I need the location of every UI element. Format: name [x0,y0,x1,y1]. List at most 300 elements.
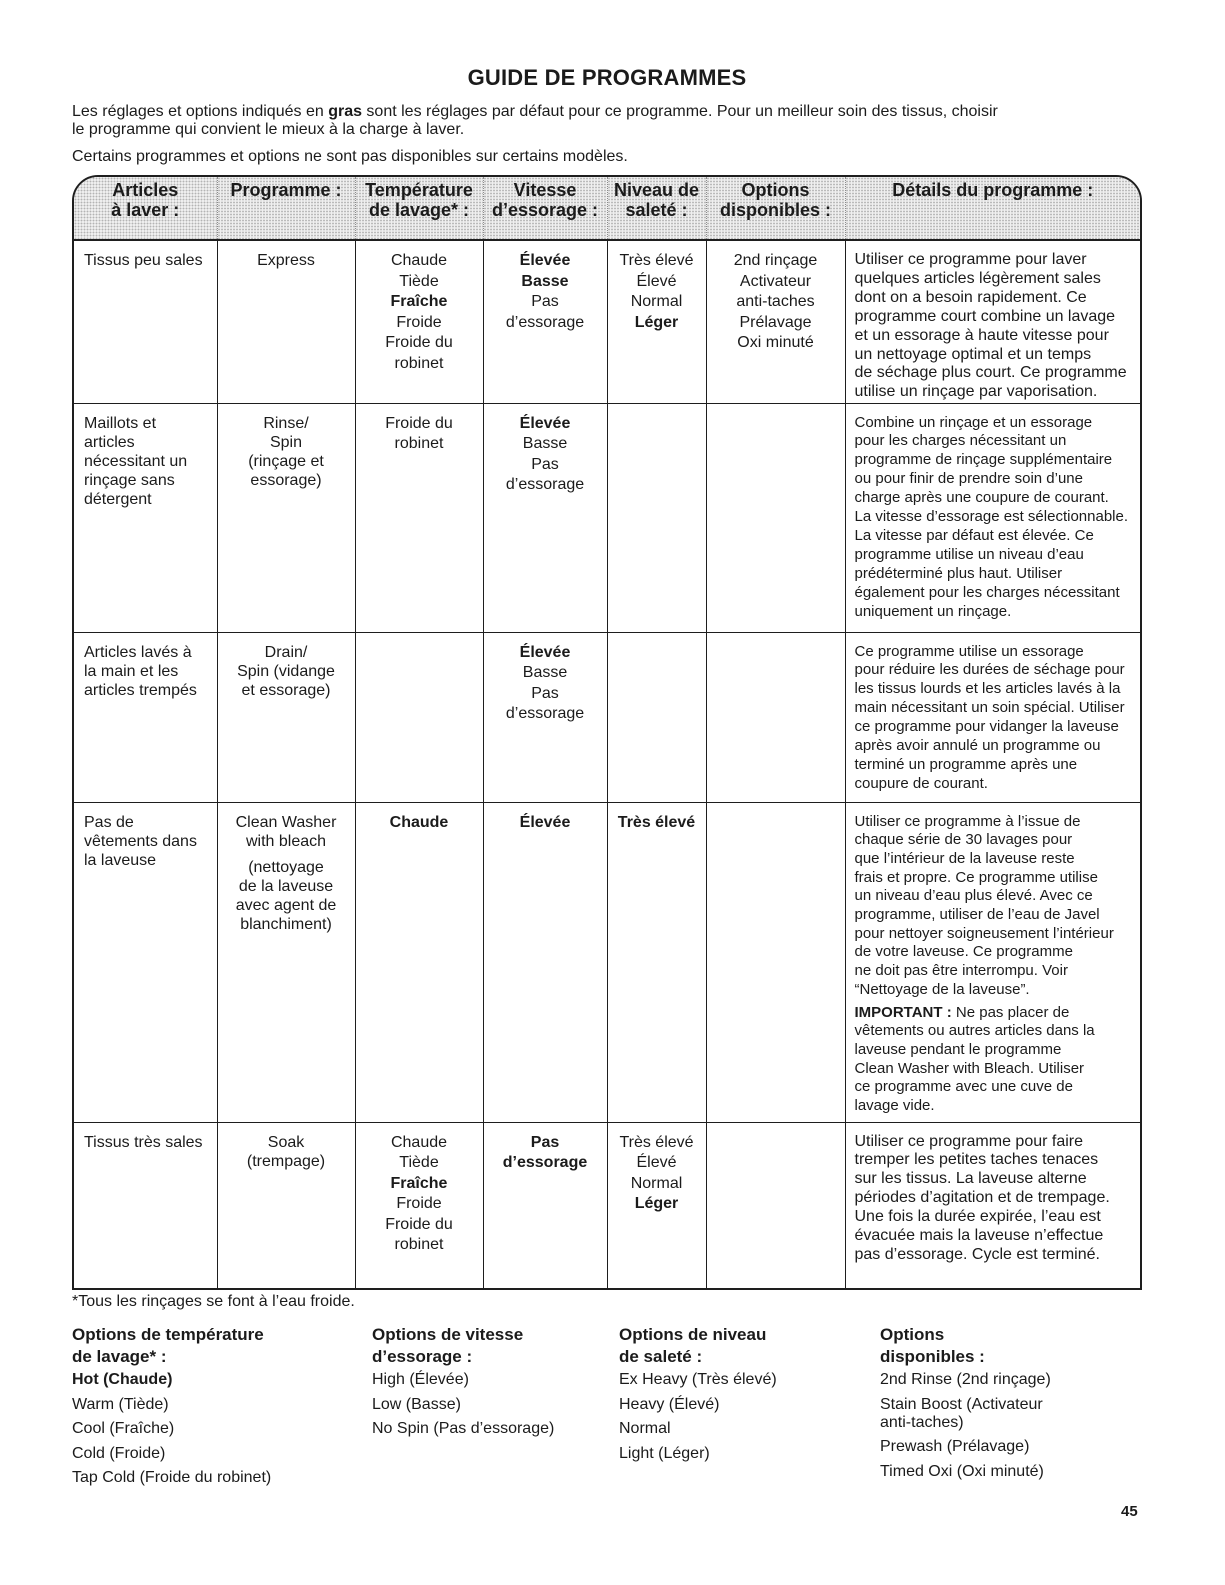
option-item [372,1396,554,1414]
details-line [855,680,1138,699]
text-segment: terminé un programme après une [854,755,1078,773]
text-segment: Heavy (Élevé) [619,1395,720,1413]
text-segment: Une fois la durée expirée, l’eau est [854,1208,1101,1226]
articles-line [84,433,213,452]
text-segment: pour les charges nécessitant un [854,432,1067,450]
articles-paragraph [84,643,213,700]
temperature-line [360,1153,479,1174]
text-segment: d’essorage [505,476,585,493]
option-item [72,1371,271,1389]
text-segment: également pour les charges nécessitant [854,583,1120,601]
niveau-line [612,813,702,834]
availability-note: Certains programmes et options ne sont pas disponibles sur certains modèles. [72,148,628,165]
vitesse-line [488,272,603,293]
header-line [220,180,353,200]
intro-text: Les réglages et options indiqués en [72,103,329,120]
vitesse-paragraph [488,643,603,725]
text-segment: essorage) [250,471,322,489]
option-list [619,1324,777,1469]
text-segment: Stain Boost (Activateur [880,1395,1043,1413]
text-segment: Température [365,180,473,200]
details-line [855,270,1138,289]
text-segment: utilise un rinçage par vaporisation. [854,383,1098,401]
option-item [72,1396,271,1414]
programme-line [222,1133,351,1152]
details-line [855,661,1138,680]
options-cell [706,1122,845,1288]
option-item [880,1396,1051,1432]
text-segment: anti-taches [736,293,815,310]
text-segment: 2nd rinçage [733,252,818,269]
text-segment: dont on a besoin rapidement. Ce [854,288,1087,306]
text-segment: Vitesse [513,180,577,200]
text-segment: Light (Léger) [619,1444,710,1462]
temperature-line [360,1194,479,1215]
programme-paragraph [222,643,351,700]
text-segment: d’essorage : [372,1347,473,1366]
intro-bold-word: gras [328,103,362,120]
articles-line [84,452,213,471]
details-line [855,981,1138,1000]
text-segment: Pas [531,455,559,473]
text-segment: Fraîche [390,293,448,310]
details-paragraph [855,1133,1138,1265]
vitesse-cell [483,802,607,1122]
text-segment: Élevée [519,252,571,269]
details-line [855,737,1138,756]
details-line [855,962,1138,981]
articles-line [84,662,213,681]
text-segment: Très élevé [619,252,694,269]
header-line [610,180,704,200]
vitesse-line [488,434,603,455]
text-segment: Froide du [385,1215,453,1233]
text-segment: Basse [522,664,568,681]
text-segment: Basse [522,435,568,452]
option-item-line [72,1420,271,1438]
option-items [880,1371,1051,1481]
temperature-line [360,813,479,834]
text-segment: Prewash (Prélavage) [880,1438,1030,1455]
text-segment: Low (Basse) [372,1395,461,1413]
option-items [72,1371,271,1487]
details-line [855,1060,1138,1079]
option-item [619,1420,777,1438]
page-number: 45 [1121,1503,1138,1520]
vitesse-line [488,251,603,272]
details-line [855,1246,1138,1265]
articles-line [84,414,213,433]
text-segment: programme utilise un niveau d’eau [854,545,1084,563]
text-segment: Tissus très sales [84,1133,203,1151]
programme-paragraph [222,414,351,490]
details-line [855,1004,1138,1023]
header-line [358,180,481,200]
option-item-line [619,1371,777,1389]
vitesse-paragraph [488,251,603,333]
text-segment: Programme : [230,180,342,200]
text-segment: prédéterminé plus haut. Utiliser [854,564,1063,582]
text-segment: Pas de [84,813,134,831]
vitesse-line [488,663,603,684]
text-segment: Cool (Fraîche) [72,1420,175,1437]
niveau-paragraph [612,813,702,834]
options-cell [706,632,845,802]
vitesse-cell [483,240,607,403]
details-line [855,289,1138,308]
articles-paragraph [84,1133,213,1152]
text-segment: Warm (Tiède) [72,1395,169,1413]
articles-line [84,471,213,490]
vitesse-line [488,1133,603,1154]
programme-line [222,813,351,832]
intro-text: sont les réglages par défaut pour ce programme. Pour un meilleur soin des tissus, choisir [361,103,998,120]
header-line [709,200,843,220]
text-segment: Tiède [399,272,439,290]
niveau-paragraph [612,1133,702,1215]
text-segment: articles [84,433,135,451]
programme-line [222,915,351,934]
text-segment: Spin [269,433,303,451]
text-segment: uniquement un rinçage. [854,602,1012,620]
options-line [711,333,841,354]
details-line [855,1078,1138,1097]
vitesse-line [488,684,603,705]
option-list-heading [372,1324,554,1368]
text-segment: disponibles : [880,1347,985,1366]
text-segment: Hot (Chaude) [72,1371,173,1388]
options-cell [706,802,845,1122]
text-segment: Léger [634,1195,679,1212]
niveau-cell [607,802,706,1122]
program-row [74,1122,1140,1288]
option-item-line [619,1420,777,1438]
details-line [855,1097,1138,1116]
text-segment: après avoir annulé un programme ou [854,737,1101,755]
text-segment: de séchage plus court. Ce programme [854,364,1127,382]
text-segment: un nettoyage optimal et un temps [854,345,1092,363]
option-item-line [880,1463,1051,1481]
text-segment: lavage vide. [854,1097,935,1115]
programme-paragraph [222,813,351,851]
header-line [76,180,215,200]
option-item [619,1396,777,1414]
text-segment: Soak [267,1133,305,1151]
vitesse-cell [483,632,607,802]
option-list-heading [619,1324,777,1368]
temperature-line [360,414,479,435]
header-vitesse [483,177,607,240]
header-line [358,200,481,220]
articles-cell [74,240,217,403]
details-line [855,451,1138,470]
text-segment: vêtements dans [84,832,197,850]
option-list [372,1324,554,1445]
option-item-line [372,1371,554,1389]
text-segment: coupure de courant. [854,774,988,792]
details-line [855,775,1138,794]
text-segment: de lavage* : [72,1347,167,1366]
text-segment: Élevée [519,813,571,831]
articles-paragraph [84,251,213,270]
text-segment: de saleté : [619,1347,703,1366]
vitesse-line [488,475,603,496]
text-segment: Froide [396,1195,442,1212]
vitesse-line [488,414,603,435]
text-segment: avec agent de [235,896,337,914]
options-cell [706,240,845,403]
option-item-line [372,1396,554,1414]
text-segment: blanchiment) [240,915,332,933]
text-segment: Très élevé [617,813,696,831]
text-segment: Options [741,180,810,200]
header-niveau [607,177,706,240]
programme-paragraph [222,858,351,934]
text-segment: Clean Washer with Bleach. Utiliser [854,1059,1085,1077]
text-segment: Froide du [385,414,453,432]
heading-line [619,1324,777,1346]
articles-paragraph [84,414,213,509]
vitesse-line [488,1153,603,1174]
text-segment: pas d’essorage. Cycle est terminé. [854,1245,1100,1263]
text-segment: Ne pas placer de [951,1003,1070,1021]
option-item [619,1371,777,1389]
heading-line [72,1346,271,1368]
text-segment: de votre laveuse. Ce programme [854,943,1073,961]
details-line [855,887,1138,906]
text-segment: sur les tissus. La laveuse alterne [854,1170,1087,1188]
programme-line [222,414,351,433]
header-line [709,180,843,200]
program-row [74,632,1140,802]
text-segment: La vitesse par défaut est élevée. Ce [854,526,1094,544]
text-segment: (trempage) [246,1152,326,1170]
text-segment: Élevé [636,272,677,290]
articles-line [84,1133,213,1152]
program-row [74,240,1140,403]
niveau-line [612,272,702,293]
options-line [711,272,841,293]
text-segment: et essorage) [241,681,331,699]
header-line [486,200,605,220]
text-segment: d’essorage : [491,200,599,220]
text-segment: Froide du [385,334,453,351]
details-line [855,831,1138,850]
text-segment: tremper les petites taches tenaces [854,1151,1099,1169]
details-line [855,699,1138,718]
articles-line [84,490,213,509]
details-cell [845,1122,1140,1288]
text-segment: Pas [531,684,559,702]
articles-line [84,813,213,832]
details-line [855,869,1138,888]
programme-line [222,433,351,452]
header-line [610,200,704,220]
text-segment: Spin (vidange [237,662,335,680]
table-body [74,240,1140,1288]
niveau-line [612,1194,702,1215]
programme-line [222,452,351,471]
text-segment: de lavage* : [368,200,470,220]
text-segment: d’essorage [505,313,585,331]
text-segment: Maillots et [84,414,157,432]
text-segment: évacuée mais la laveuse n’effectue [854,1227,1104,1245]
details-cell [845,403,1140,632]
text-segment: laveuse pendant le programme [854,1040,1062,1058]
vitesse-paragraph [488,414,603,496]
details-line [855,508,1138,527]
text-segment: ou pour finir de prendre soin d’une [854,470,1083,488]
details-paragraph [855,414,1138,622]
text-segment: Chaude [390,252,448,269]
text-segment: Normal [630,293,683,310]
details-line [855,546,1138,565]
text-segment: Timed Oxi (Oxi minuté) [880,1462,1044,1480]
option-item-line [880,1438,1051,1456]
details-line [855,1151,1138,1170]
details-paragraph [855,643,1138,794]
details-paragraph [855,251,1138,402]
option-item [619,1445,777,1463]
options-paragraph [711,251,841,354]
text-segment: pour réduire les durées de séchage pour [854,661,1125,679]
text-segment: la main et les [84,662,179,680]
text-segment: Niveau de [613,180,700,200]
header-details [845,177,1140,240]
option-item-line [619,1445,777,1463]
text-segment: Utiliser ce programme pour laver [854,251,1087,268]
text-segment: de la laveuse [238,877,334,895]
details-line [855,925,1138,944]
temperature-cell [355,403,483,632]
text-segment: Drain/ [264,643,308,661]
programme-line [222,858,351,877]
details-line [855,943,1138,962]
niveau-cell [607,403,706,632]
details-line [855,565,1138,584]
text-segment: Élevé [636,1154,677,1171]
text-segment: frais et propre. Ce programme utilise [854,868,1098,886]
text-segment: détergent [84,490,152,508]
text-segment: robinet [394,354,444,372]
text-segment: articles trempés [84,681,197,699]
text-segment: que l’intérieur de la laveuse reste [854,849,1075,867]
option-item-line [72,1396,271,1414]
heading-line [619,1346,777,1368]
text-segment: disponibles : [719,200,831,220]
text-segment: les tissus lourds et les articles lavés à la [854,680,1121,698]
text-segment: Froide [396,313,442,331]
programme-line [222,643,351,662]
details-line [855,1170,1138,1189]
text-segment: Ce programme utilise un essorage [854,642,1084,660]
niveau-cell [607,632,706,802]
programme-cell [217,403,355,632]
programme-line [222,471,351,490]
programme-cell [217,632,355,802]
details-line [855,346,1138,365]
programme-paragraph [222,251,351,270]
details-line [855,1189,1138,1208]
option-list-heading [880,1324,1051,1368]
details-line [855,1022,1138,1041]
details-cell [845,802,1140,1122]
text-segment: Options de vitesse [372,1325,524,1344]
text-segment: Élevée [519,414,571,432]
text-segment: IMPORTANT : [854,1003,952,1021]
heading-line [880,1346,1051,1368]
text-segment: Tissus peu sales [84,252,203,269]
temperature-line [360,313,479,334]
text-segment: nécessitant un [84,452,188,470]
text-segment: robinet [394,435,444,452]
temperature-line [360,333,479,354]
options-line [711,313,841,334]
text-segment: (rinçage et [248,452,324,470]
text-segment: d’essorage [505,705,585,722]
temperature-line [360,1174,479,1195]
text-segment: Tap Cold (Froide du robinet) [72,1469,272,1486]
option-list [880,1324,1051,1487]
option-list-heading [72,1324,271,1368]
text-segment: Prélavage [739,313,812,331]
articles-line [84,851,213,870]
text-segment: Cold (Froide) [72,1444,166,1462]
text-segment: Options de niveau [619,1325,767,1344]
temperature-cell [355,802,483,1122]
programme-line [222,877,351,896]
text-segment: périodes d’agitation et de trempage. [854,1189,1110,1207]
text-segment: Normal [630,1174,683,1192]
option-item-line [72,1371,271,1389]
text-segment: Options de température [72,1325,264,1344]
articles-line [84,832,213,851]
text-segment: saleté : [625,200,688,220]
niveau-cell [607,1122,706,1288]
details-line [855,489,1138,508]
details-line [855,527,1138,546]
text-segment: Ex Heavy (Très élevé) [619,1371,777,1388]
articles-cell [74,403,217,632]
text-segment: Chaude [389,813,449,831]
heading-line [880,1324,1051,1346]
text-segment: Rinse/ [263,414,309,432]
temperature-paragraph [360,1133,479,1256]
details-line [855,850,1138,869]
details-cell [845,632,1140,802]
articles-cell [74,632,217,802]
articles-line [84,251,213,270]
text-segment: Très élevé [619,1133,694,1151]
details-line [855,383,1138,402]
vitesse-line [488,455,603,476]
option-item [880,1463,1051,1481]
page-title: GUIDE DE PROGRAMMES [467,65,747,90]
text-segment: with bleach [245,832,327,850]
text-segment: Normal [619,1420,671,1437]
option-item-line [72,1469,271,1487]
temperature-cell [355,240,483,403]
temperature-line [360,434,479,455]
details-line [855,718,1138,737]
text-segment: programme, utiliser de l’eau de Javel [854,906,1100,924]
option-item [72,1445,271,1463]
text-segment: ce programme avec une cuve de [854,1078,1073,1096]
table-head [74,177,1140,240]
text-segment: main nécessitant un soin spécial. Utiliser [854,699,1125,717]
text-segment: pour nettoyer soigneusement l’intérieur [854,924,1114,942]
temperature-line [360,251,479,272]
